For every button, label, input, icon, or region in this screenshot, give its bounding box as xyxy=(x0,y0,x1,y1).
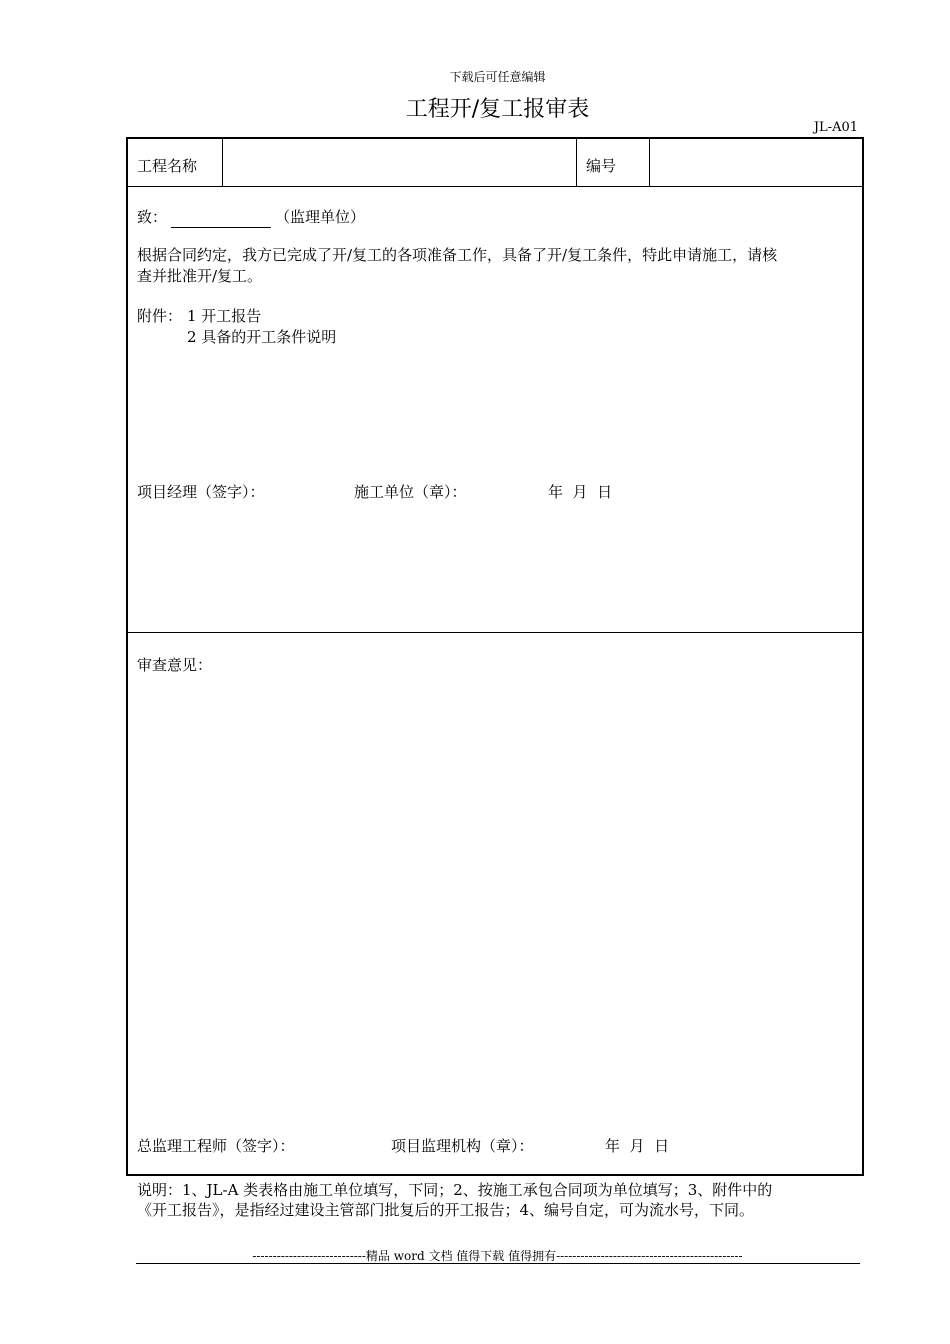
supervisor-unit-field[interactable] xyxy=(171,211,271,228)
review-opinion-field[interactable] xyxy=(137,680,857,1120)
date-label: 年 月 日 xyxy=(605,1137,670,1155)
agency-seal-label: 项目监理机构（章）： xyxy=(391,1137,534,1155)
review-opinion-label: 审查意见： xyxy=(137,656,213,674)
attachment-item: 1 开工报告 xyxy=(187,307,262,325)
notes xyxy=(137,1180,859,1220)
cell-divider xyxy=(576,139,577,186)
to-suffix: （监理单位） xyxy=(275,208,366,226)
project-name-field[interactable] xyxy=(223,139,575,186)
paragraph-line: 根据合同约定，我方已完成了开/复工的各项准备工作，具备了开/复工条件，特此申请施工，请核 xyxy=(137,246,778,264)
notes-line: 《开工报告》，是指经过建设主管部门批复后的开工报告；4、编号自定，可为流水号，下同。 xyxy=(137,1201,755,1219)
attachment-item: 2 具备的开工条件说明 xyxy=(187,328,337,346)
header-note: 下载后可任意编辑 xyxy=(449,70,546,84)
number-label: 编号 xyxy=(586,157,617,175)
footer-rule xyxy=(136,1263,860,1264)
section-divider xyxy=(128,632,862,633)
to-prefix: 致： xyxy=(137,208,168,226)
request-paragraph xyxy=(137,245,859,287)
addressee-line xyxy=(137,207,365,228)
contractor-seal-label: 施工单位（章）： xyxy=(354,483,467,501)
paragraph-line: 查并批准开/复工。 xyxy=(137,267,263,285)
attachment-label: 附件： xyxy=(137,307,183,325)
number-field[interactable] xyxy=(650,139,862,186)
project-name-label: 工程名称 xyxy=(137,157,198,175)
chief-engineer-signature-label: 总监理工程师（签字）： xyxy=(137,1137,295,1155)
notes-line: 说明：1、JL-A 类表格由施工单位填写，下同；2、按施工承包合同项为单位填写；3、附件中的 xyxy=(137,1181,773,1199)
manager-signature-label: 项目经理（签字）： xyxy=(137,483,265,501)
form-code: JL-A01 xyxy=(813,120,858,135)
project-row xyxy=(128,139,862,187)
form-title: 工程开/复工报审表 xyxy=(405,97,590,122)
footer-text: ----------------------------精品 word 文档 值得下载 值得拥有---------------------------------------------- xyxy=(252,1249,743,1263)
date-label: 年 月 日 xyxy=(548,483,613,501)
